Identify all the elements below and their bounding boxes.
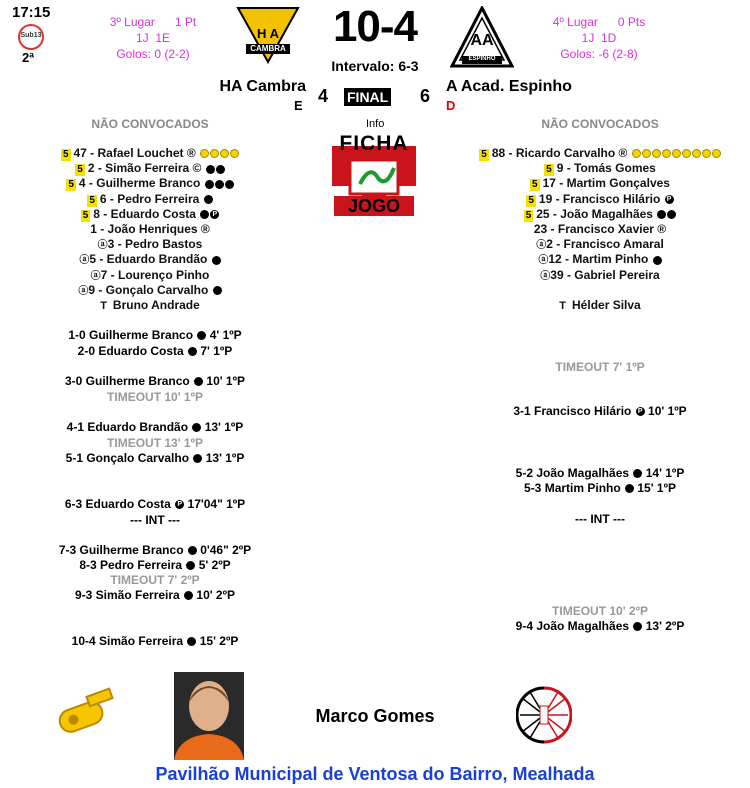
event-row[interactable] [465,466,735,480]
substitute-icon: ⓐ [79,255,90,267]
event-row[interactable] [20,451,290,465]
event-text: 5-3 Martim Pinho [524,481,621,495]
goal-ball-icon [204,195,213,204]
player-row[interactable] [20,207,280,222]
event-text: 9-4 João Magalhães [515,619,630,633]
event-text: --- INT --- [575,512,625,526]
player-row[interactable] [20,161,280,176]
player-row[interactable] [470,283,730,298]
starter-badge: 5 [481,149,487,160]
goal-ball-icon [653,256,662,265]
player-row[interactable] [470,237,730,252]
yellow-card-icon [672,149,681,158]
event-time: 14' 1ºP [642,466,685,480]
player-name: 8 - Eduardo Costa [93,206,196,221]
yellow-card-icon [220,149,229,158]
referee-photo [174,672,244,760]
home-logo-letters: H A [257,26,279,41]
ficha-bottom-label: JOGO [347,196,400,216]
player-name: 2 - Simão Ferreira © [87,161,202,176]
starter-badge: 5 [62,149,69,160]
event-text: TIMEOUT 10' 1ºP [107,390,203,404]
yellow-card-icon [652,149,661,158]
event-text: 3-0 Guilherme Branco [65,374,190,388]
age-badge-icon [18,24,44,50]
player-row[interactable] [20,222,280,237]
home-standing: 3º Lugar 1 Pt [109,15,197,29]
event-row[interactable] [20,390,290,404]
player-name: 9 - Tomás Gomes [556,161,656,176]
player-name: 1 - João Henriques ® [90,221,210,236]
home-result-letter: E [294,98,303,113]
association-logo-icon [516,684,572,746]
event-text: 10-4 Simão Ferreira [71,634,184,648]
event-text: TIMEOUT 7' 2ºP [110,573,200,587]
penalty-goal-icon: P [175,500,184,509]
away-team-name[interactable]: A Acad. Espinho [446,78,572,95]
away-logo-text: ESPINHO [468,56,496,62]
event-time: 13' 2ºP [642,619,685,633]
event-time: 7' 1ºP [197,344,233,358]
substitute-icon: ⓐ [540,270,551,282]
away-stats [524,14,674,62]
goal-ball-icon [212,256,221,265]
coach-icon: T [559,299,567,312]
away-goal-stats: Golos: -6 (2-8) [560,47,638,61]
home-stats [78,14,228,62]
starter-badge: 5 [89,194,95,206]
goal-ball-icon [194,377,203,386]
event-row[interactable] [20,436,290,450]
event-row[interactable] [465,360,735,374]
event-text: 9-3 Simão Ferreira [75,588,180,602]
player-name: 4 - Guilherme Branco [78,176,201,191]
away-section-title: NÃO CONVOCADOS [541,117,659,131]
goal-ball-icon [184,591,193,600]
player-name: 39 - Gabriel Pereira [550,267,660,282]
event-time: 10' 1ºP [644,404,687,418]
event-time: 5' 2ºP [195,558,231,572]
event-text: TIMEOUT 7' 1ºP [555,360,645,374]
goal-ball-icon [188,347,197,356]
event-text: 7-3 Guilherme Branco [58,543,184,557]
player-row[interactable] [20,298,280,313]
player-name: Bruno Andrade [112,297,200,312]
yellow-card-icon [642,149,651,158]
penalty-goal-icon: P [636,407,645,416]
home-team-logo[interactable] [236,6,300,64]
event-text: 5-2 João Magalhães [515,466,630,480]
yellow-card-icon [200,149,209,158]
event-text: TIMEOUT 13' 1ºP [107,436,203,450]
event-time: 0'46" 2ºP [196,543,252,557]
age-badge-label: Sub13 [20,32,42,39]
player-name: 6 - Pedro Ferreira [99,191,200,206]
away-logo-letters: AA [470,32,494,49]
away-standing: 4º Lugar 0 Pts [552,15,646,29]
away-goals: 6 [420,86,431,106]
goal-ball-icon [205,180,214,189]
player-name: 5 - Eduardo Brandão [89,252,208,267]
yellow-card-icon [662,149,671,158]
player-name: 3 - Pedro Bastos [107,237,203,252]
substitute-icon: ⓐ [97,240,108,252]
event-row[interactable] [20,513,290,527]
yellow-card-icon [682,149,691,158]
venue-name[interactable]: Pavilhão Municipal de Ventosa do Bairro, Mealhada [155,764,595,784]
substitute-icon: ⓐ [78,285,89,297]
coach-icon: T [100,299,107,312]
ficha-top-label: FICHA [339,132,409,155]
player-row[interactable] [20,192,280,207]
starter-badge: 5 [77,164,83,176]
goal-ball-icon [188,546,197,555]
player-row[interactable] [20,268,280,283]
home-players-list [20,146,280,313]
substitute-icon: ⓐ [538,255,549,267]
player-row[interactable] [20,237,280,252]
event-row[interactable] [20,497,290,511]
away-players-list [470,146,730,313]
yellow-card-icon [632,149,641,158]
event-time: 4' 1ºP [206,328,242,342]
away-result-letter: D [446,98,456,113]
goal-ball-icon [216,165,225,174]
yellow-card-icon [712,149,721,158]
info-label[interactable]: Info [366,118,385,130]
event-text: 3-1 Francisco Hilário [513,404,632,418]
player-name: 25 - João Magalhães [536,206,653,221]
player-row[interactable] [470,268,730,283]
yellow-card-icon [230,149,239,158]
player-name: 19 - Francisco Hilário [538,191,661,206]
event-text: 1-0 Guilherme Branco [68,328,194,342]
starter-badge: 5 [82,209,89,221]
away-record: 1J 1D [581,31,617,45]
player-row[interactable] [470,161,730,176]
player-row[interactable] [470,146,730,161]
starter-badge: 5 [546,164,552,176]
home-goals: 4 [318,86,329,106]
goal-ball-icon [667,210,676,219]
goal-ball-icon [200,210,209,219]
goal-ball-icon [215,180,224,189]
event-time: 13' 1ºP [202,451,245,465]
yellow-card-icon [692,149,701,158]
home-section-title: NÃO CONVOCADOS [91,117,209,131]
player-row[interactable] [470,222,730,237]
starter-badge: 5 [528,194,534,206]
event-time: 13' 1ºP [201,420,244,434]
starter-badge: 5 [68,179,74,191]
home-goal-stats: Golos: 0 (2-2) [116,47,190,61]
player-name: Hélder Silva [572,297,641,312]
player-row[interactable] [470,207,730,222]
event-time: 10' 1ºP [203,374,245,388]
event-row[interactable] [20,558,290,572]
goal-ball-icon [206,165,215,174]
player-row[interactable] [20,252,280,267]
player-name: 12 - Martim Pinho [548,252,649,267]
event-row[interactable] [20,328,290,342]
event-time: 15' 1ºP [634,481,676,495]
event-text: --- INT --- [130,513,180,527]
event-row[interactable] [20,543,290,557]
event-time: 17'04" 1ºP [184,497,246,511]
round-label: 2ª [22,50,35,65]
event-row[interactable] [20,374,290,388]
home-record: 1J 1E [135,31,171,45]
player-name: 17 - Martim Gonçalves [542,176,670,191]
player-row[interactable] [470,176,730,191]
event-row[interactable] [20,573,290,587]
player-name: 23 - Francisco Xavier ® [533,221,667,236]
starter-badge: 5 [532,179,538,191]
interval-score: Intervalo: 6-3 [331,58,419,74]
player-name: 7 - Lourenço Pinho [100,267,210,282]
event-row[interactable] [465,404,735,418]
away-team-logo[interactable] [450,6,514,68]
penalty-goal-icon: P [665,195,674,204]
event-text: 5-1 Gonçalo Carvalho [65,451,190,465]
event-row[interactable] [20,634,290,648]
event-text: 4-1 Eduardo Brandão [66,420,189,434]
referee-name: Marco Gomes [315,706,435,726]
player-name: 47 - Rafael Louchet ® [73,146,196,160]
status-badge: FINAL [344,88,391,106]
event-row[interactable] [465,512,735,526]
home-team-name[interactable]: HA Cambra [219,78,306,95]
player-name: 9 - Gonçalo Carvalho [88,282,209,297]
player-name: 88 - Ricardo Carvalho ® [491,146,628,160]
player-name: 2 - Francisco Amaral [546,237,664,252]
yellow-card-icon [210,149,219,158]
substitute-icon: ⓐ [90,270,101,282]
player-row[interactable] [20,283,280,298]
whistle-icon [52,686,120,740]
event-row[interactable] [465,604,735,618]
penalty-goal-icon: P [210,210,219,219]
event-row[interactable] [465,619,735,633]
event-text: 2-0 Eduardo Costa [77,344,184,358]
player-row[interactable] [470,192,730,207]
event-text: 8-3 Pedro Ferreira [79,558,183,572]
event-time: 10' 2ºP [193,588,235,602]
player-row[interactable] [20,176,280,191]
event-text: TIMEOUT 10' 2ºP [552,604,648,618]
event-row[interactable] [20,344,290,358]
final-score: 10-4 [332,2,418,51]
substitute-icon: ⓐ [536,240,547,252]
yellow-card-icon [702,149,711,158]
player-row[interactable] [470,252,730,267]
goal-ball-icon [625,484,634,493]
event-time: 15' 2ºP [196,634,239,648]
ficha-jogo-button[interactable] [326,132,422,220]
player-row[interactable] [470,298,730,313]
match-time: 17:15 [12,4,51,21]
home-logo-text: CAMBRA [250,44,286,53]
event-row[interactable] [20,588,290,602]
event-row[interactable] [20,420,290,434]
goal-ball-icon [213,286,222,295]
event-row[interactable] [465,481,735,495]
starter-badge: 5 [525,209,532,221]
event-text: 6-3 Eduardo Costa [64,497,171,511]
goal-ball-icon [657,210,666,219]
player-row[interactable] [20,146,280,161]
goal-ball-icon [225,180,234,189]
